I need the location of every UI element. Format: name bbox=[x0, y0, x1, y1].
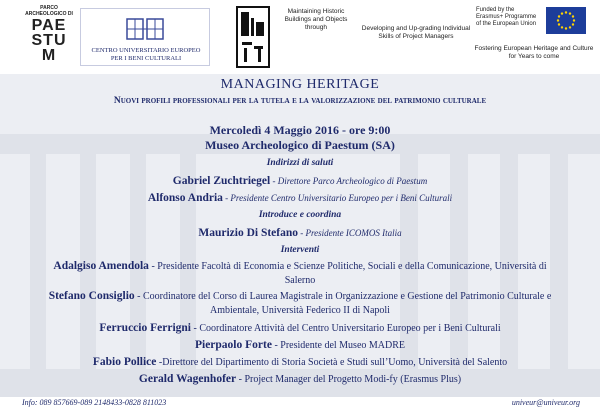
speaker-role: - Coordinatore Attività del Centro Universitario Europeo per i Beni Culturali bbox=[190, 323, 501, 334]
footer-bar bbox=[0, 397, 600, 411]
speaker-name: Pierpaolo Forte bbox=[194, 339, 272, 351]
erasmus-funding-badge bbox=[476, 5, 588, 41]
speaker-name: Gabriel Zuchtriegel bbox=[172, 175, 271, 187]
event-location: Museo Archeologico di Paestum (SA) bbox=[205, 138, 395, 152]
speaker-name: Gerald Wagenhofer bbox=[138, 373, 237, 385]
speaker-line bbox=[0, 188, 600, 206]
speaker-line bbox=[40, 321, 560, 336]
university-name-line1: CENTRO UNIVERSITARIO EUROPEO bbox=[91, 47, 201, 54]
program-panel bbox=[0, 74, 600, 397]
speaker-name: Stefano Consiglio bbox=[48, 290, 135, 302]
speaker-role: - Direttore Parco Archeologico di Paestum bbox=[270, 176, 428, 186]
fostering-tagline: Fostering European Heritage and Culture for Years to come bbox=[474, 45, 594, 60]
speaker-role: - Coordinatore del Corso di Laurea Magistrale in Organizzazione e Gestione del Patrimonio Culturale e Ambientale, Università Federico II di Napoli bbox=[134, 291, 552, 316]
paestum-logo-big-text: PAE STU M bbox=[31, 17, 67, 64]
speaker-line bbox=[40, 355, 560, 370]
contact-email-link[interactable]: univeur@univeur.org bbox=[511, 398, 580, 407]
centro-universitario-logo bbox=[80, 8, 210, 66]
event-subtitle: Nuovi profili professionali per la tutela e la valorizzazione del patrimonio culturale bbox=[113, 96, 487, 106]
speaker-role: -Direttore del Dipartimento di Storia Società e Studi sull’Uomo, Università del Salento bbox=[156, 357, 508, 368]
speaker-line bbox=[0, 171, 600, 189]
modify-description: Maintaining Historic Buildings and Objects through bbox=[284, 8, 348, 31]
speaker-role: - Presidente Centro Universitario Europeo per i Beni Culturali bbox=[222, 193, 453, 203]
speaker-name: Alfonso Andria bbox=[147, 192, 223, 204]
project-description: Developing and Up-grading Individual Skills of Project Managers bbox=[361, 25, 471, 40]
speaker-role: - Project Manager del Progetto Modi-fy (Erasmus Plus) bbox=[236, 374, 462, 385]
speaker-role: - Presidente Facoltà di Economia e Scienze Politiche, Sociali e della Comunicazione, Università di Salerno bbox=[148, 261, 547, 286]
modify-logo bbox=[236, 6, 270, 68]
speaker-name: Maurizio Di Stefano bbox=[198, 227, 298, 239]
contact-phone-info: Info: 089 857669-089 2148433-0828 811023 bbox=[22, 398, 167, 407]
speaker-line bbox=[40, 289, 560, 318]
speaker-role: - Presidente ICOMOS Italia bbox=[298, 228, 402, 238]
paestum-logo-small-text: PARCO ARCHEOLOGICO DI bbox=[25, 5, 73, 17]
university-mark-icon bbox=[125, 15, 167, 43]
event-date: Mercoledì 4 Maggio 2016 - ore 9:00 bbox=[209, 123, 391, 137]
coordina-heading: Introduce e coordina bbox=[258, 210, 342, 220]
speaker-name: Adalgiso Amendola bbox=[53, 260, 149, 272]
speaker-line bbox=[40, 338, 560, 353]
modify-mark-icon bbox=[238, 8, 268, 66]
erasmus-funding-text: Funded by the Erasmus+ Programme of the European Union bbox=[476, 7, 537, 27]
speaker-role: - Presidente del Museo MADRE bbox=[271, 340, 405, 351]
parco-archeologico-logo bbox=[24, 5, 74, 69]
speaker-line bbox=[0, 223, 600, 241]
university-name-line2: PER I BENI CULTURALI bbox=[110, 55, 182, 62]
eu-flag-icon bbox=[546, 7, 586, 34]
speaker-name: Ferruccio Ferrigni bbox=[99, 322, 191, 334]
interventi-heading: Interventi bbox=[280, 245, 320, 255]
speaker-line bbox=[40, 372, 560, 387]
header-bar bbox=[0, 0, 600, 74]
university-name bbox=[85, 47, 207, 63]
speaker-name: Fabio Pollice bbox=[92, 356, 157, 368]
saluti-heading: Indirizzi di saluti bbox=[266, 158, 334, 168]
speaker-line bbox=[40, 259, 560, 288]
event-title: MANAGING HERITAGE bbox=[220, 77, 380, 92]
